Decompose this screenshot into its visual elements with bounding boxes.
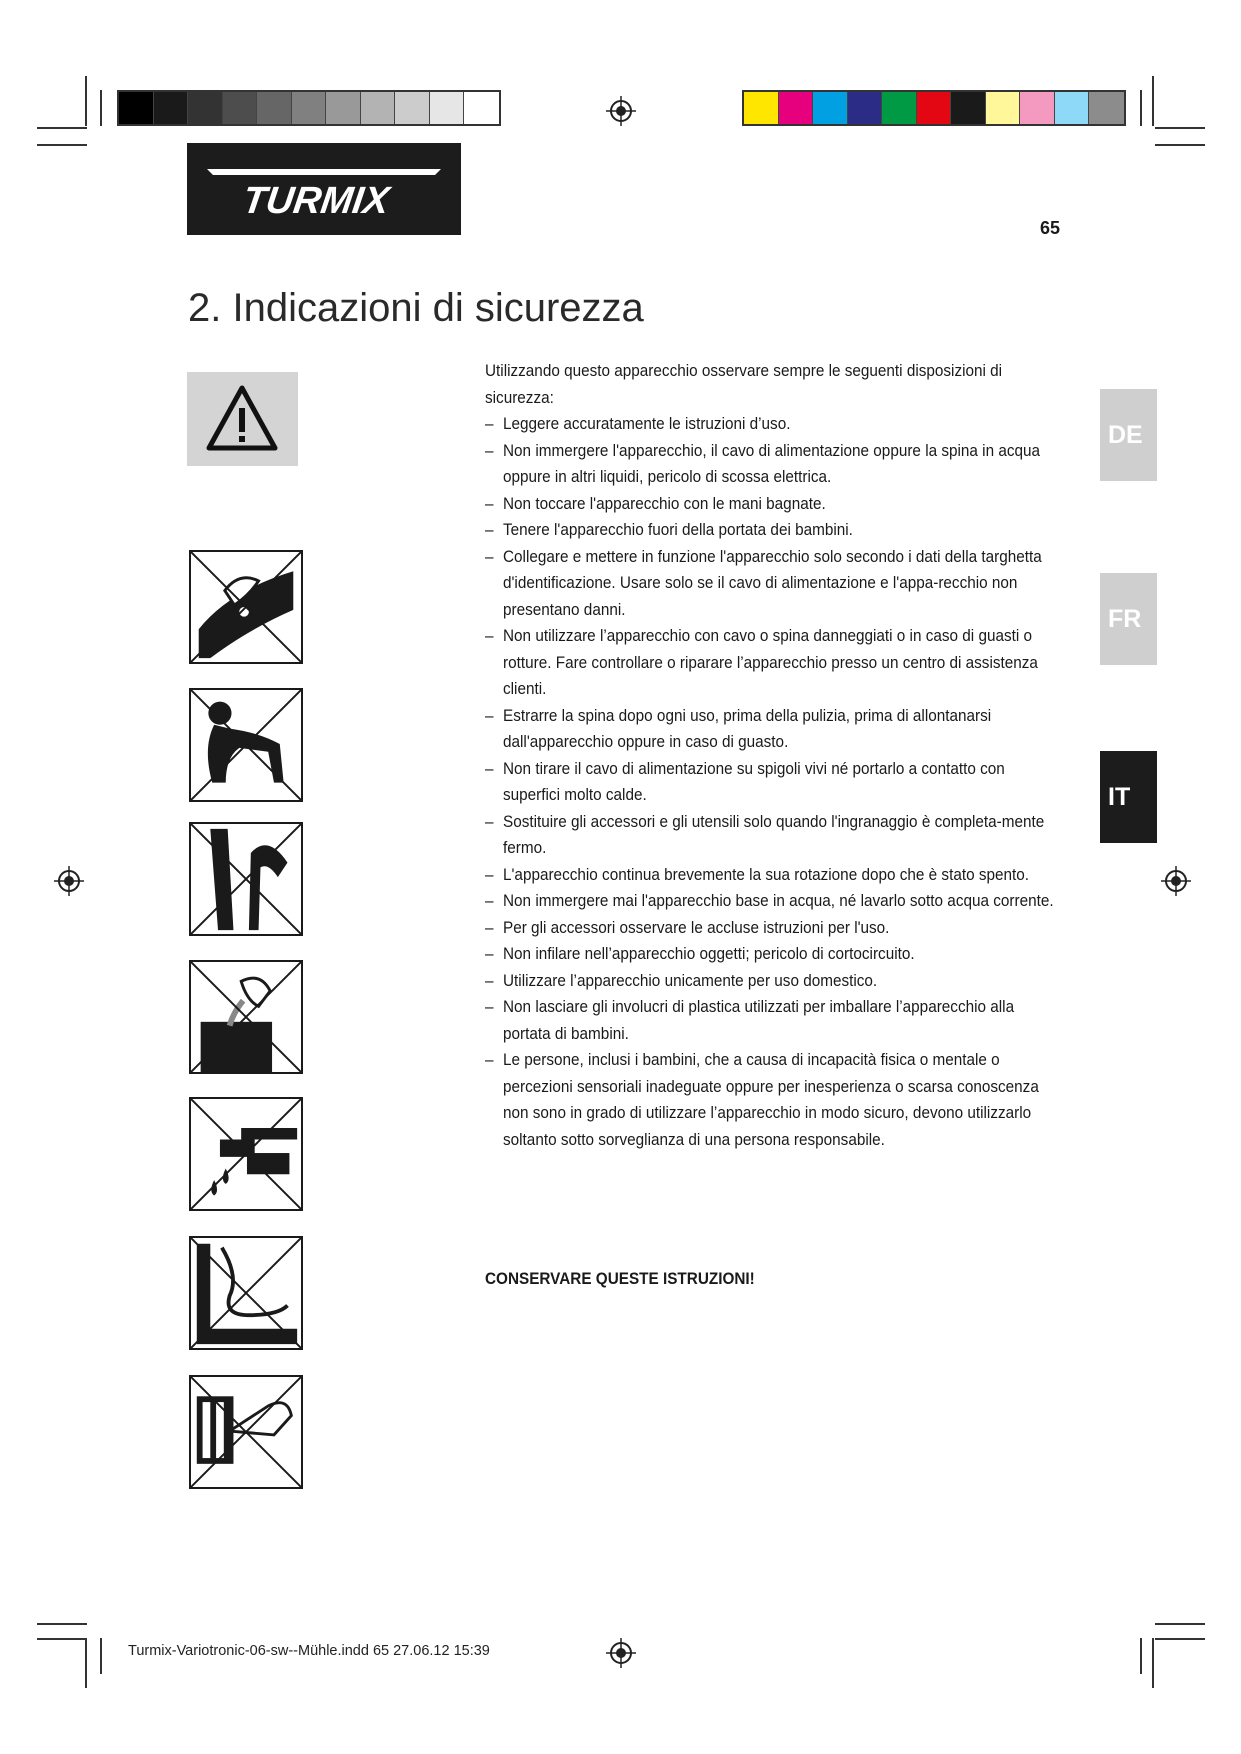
page-number: 65: [1040, 218, 1061, 238]
closing-notice: CONSERVARE QUESTE ISTRUZIONI!: [485, 1269, 755, 1288]
page-title: 2. Indicazioni di sicurezza: [188, 286, 644, 330]
print-slug: Turmix-Variotronic-06-sw--Mühle.indd 65 27.06.12 15:39: [128, 1643, 490, 1659]
safety-list: [485, 411, 1061, 1153]
safety-instructions: [485, 358, 1061, 1153]
list-item: – Per gli accessori osservare le accluse istruzioni per l'uso.: [485, 915, 1061, 942]
crop-mark: [1155, 1638, 1205, 1640]
crop-mark: [1152, 1638, 1154, 1688]
list-item: – Leggere accuratamente le istruzioni d’uso.: [485, 411, 1061, 438]
no-tap-water-icon: [189, 1097, 303, 1211]
crop-mark: [1140, 90, 1142, 126]
no-tools-icon: [189, 822, 303, 936]
language-tab-fr[interactable]: FR: [1100, 573, 1157, 665]
registration-mark-icon: [606, 96, 636, 126]
list-item: – Collegare e mettere in funzione l'apparecchio solo secondo i dati della targhetta d'identificazione. Usare solo se il cavo di alimentazione e l'appa-recchio non presentano danni.: [485, 544, 1061, 624]
no-objects-insert-icon: [189, 1375, 303, 1489]
crop-mark: [37, 1638, 87, 1640]
language-tab-it[interactable]: IT: [1100, 751, 1157, 843]
registration-mark-icon: [1161, 866, 1191, 896]
crop-mark: [37, 127, 87, 129]
crop-mark: [100, 1638, 102, 1674]
intro-text: Utilizzando questo apparecchio osservare sempre le seguenti disposizioni di sicurezza:: [485, 361, 1003, 407]
list-item: – Non immergere l'apparecchio, il cavo di alimentazione oppure la spina in acqua oppure in altri liquidi, pericolo di scossa elettrica.: [485, 438, 1061, 491]
crop-mark: [37, 144, 87, 146]
svg-text:TURMIX: TURMIX: [240, 179, 392, 222]
no-sharp-edges-icon: [189, 1236, 303, 1350]
list-item: – Le persone, inclusi i bambini, che a causa di incapacità fisica o mentale o percezioni sensoriali inadeguate oppure per inesperienza o scarsa conoscenza non sono in grado di utilizzare l’apparecchio in modo sicuro, devono utilizzarlo soltanto sotto sorveglianza di una persona responsabile.: [485, 1047, 1061, 1153]
list-item: – Non utilizzare l’apparecchio con cavo o spina danneggiati o in caso di guasti o rotture. Fare controllare o riparare l’apparecchio presso un centro di assistenza clienti.: [485, 623, 1061, 703]
crop-mark: [1155, 127, 1205, 129]
list-item: – Tenere l'apparecchio fuori della portata dei bambini.: [485, 517, 1061, 544]
list-item: – L'apparecchio continua brevemente la sua rotazione dopo che è stato spento.: [485, 862, 1061, 889]
list-item: – Estrarre la spina dopo ogni uso, prima della pulizia, prima di allontanarsi dall'apparecchio oppure in caso di guasto.: [485, 703, 1061, 756]
turmix-logo: [187, 143, 461, 235]
list-item: – Utilizzare l’apparecchio unicamente per uso domestico.: [485, 968, 1061, 995]
no-liquids-icon: [189, 960, 303, 1074]
list-item: – Sostituire gli accessori e gli utensili solo quando l'ingranaggio è completa-mente fermo.: [485, 809, 1061, 862]
list-item: – Non lasciare gli involucri di plastica utilizzati per imballare l’apparecchio alla portata di bambini.: [485, 994, 1061, 1047]
list-item: – Non tirare il cavo di alimentazione su spigoli vivi né portarlo a contatto con superfici molto calde.: [485, 756, 1061, 809]
process-color-bar: [742, 90, 1126, 126]
crop-mark: [1155, 1623, 1205, 1625]
grayscale-color-bar: [117, 90, 501, 126]
list-item: – Non infilare nell’apparecchio oggetti; pericolo di cortocircuito.: [485, 941, 1061, 968]
warning-icon: [187, 372, 298, 466]
no-wet-hands-icon: [189, 550, 303, 664]
crop-mark: [1152, 76, 1154, 126]
language-tab-de[interactable]: DE: [1100, 389, 1157, 481]
crop-mark: [1155, 144, 1205, 146]
registration-mark-icon: [606, 1638, 636, 1668]
list-item: – Non toccare l'apparecchio con le mani bagnate.: [485, 491, 1061, 518]
crop-mark: [85, 76, 87, 126]
registration-mark-icon: [54, 866, 84, 896]
crop-mark: [85, 1638, 87, 1688]
crop-mark: [1140, 1638, 1142, 1674]
crop-mark: [100, 90, 102, 126]
crop-mark: [37, 1623, 87, 1625]
list-item: – Non immergere mai l'apparecchio base in acqua, né lavarlo sotto acqua corrente.: [485, 888, 1061, 915]
no-children-icon: [189, 688, 303, 802]
